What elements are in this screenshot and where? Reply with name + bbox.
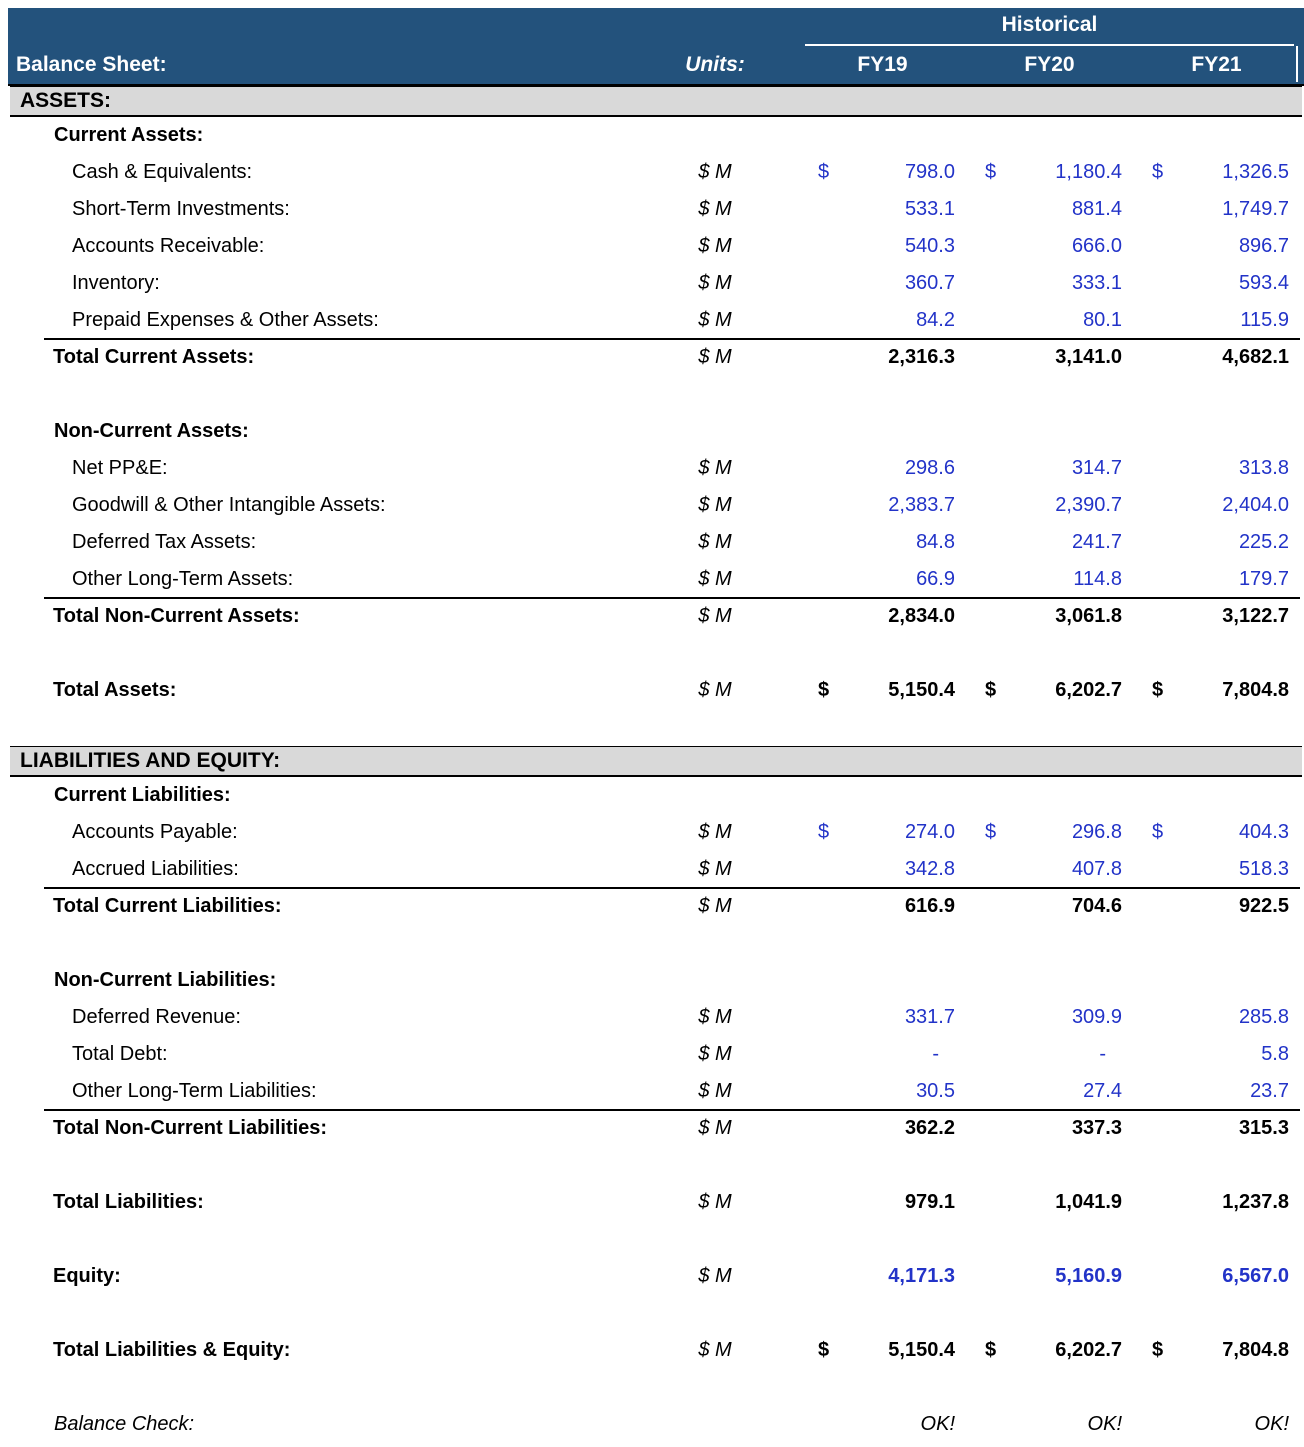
row-label[interactable]: Other Long-Term Assets: — [72, 568, 294, 590]
value-cell[interactable] — [1139, 561, 1294, 598]
cell-value: 27.4 — [1083, 1080, 1122, 1102]
cell-value: 66.9 — [916, 568, 955, 590]
row-label[interactable]: Total Current Assets: — [53, 346, 255, 368]
value-cell[interactable] — [972, 999, 1127, 1036]
dollar-sign: $ — [818, 161, 830, 183]
cell-value: 30.5 — [916, 1080, 955, 1102]
cell-value: 298.6 — [904, 457, 955, 479]
spacer-row — [8, 925, 1304, 962]
cell-value: 114.8 — [1073, 568, 1122, 590]
section-title[interactable]: LIABILITIES AND EQUITY: — [20, 749, 281, 772]
table-row — [8, 598, 1304, 635]
units-cell[interactable]: $ M — [698, 1006, 732, 1028]
value-cell[interactable] — [1139, 1258, 1294, 1295]
row-label[interactable]: Short-Term Investments: — [72, 198, 290, 220]
value-cell[interactable] — [805, 265, 960, 302]
cell-value: 7,804.8 — [1222, 679, 1289, 701]
cell-value: 2,404.0 — [1222, 494, 1289, 516]
value-cell[interactable] — [972, 339, 1127, 376]
cell-value: 518.3 — [1238, 858, 1289, 880]
value-cell[interactable] — [1139, 302, 1294, 339]
row-label[interactable]: Total Debt: — [72, 1043, 168, 1065]
value-cell[interactable] — [1139, 999, 1294, 1036]
cell-value: 84.8 — [916, 531, 955, 553]
units-cell[interactable]: $ M — [698, 679, 732, 701]
cell-value: 115.9 — [1240, 309, 1289, 331]
cell-value: 2,316.3 — [888, 346, 955, 368]
row-label[interactable]: Non-Current Assets: — [54, 420, 249, 442]
spacer-row — [8, 635, 1304, 672]
cell-value: 1,180.4 — [1055, 161, 1122, 183]
cell-value: 2,390.7 — [1055, 494, 1122, 516]
value-cell[interactable] — [972, 228, 1127, 265]
dollar-sign: $ — [818, 679, 830, 701]
cell-value: 2,383.7 — [888, 494, 955, 516]
cell-value: OK! — [1254, 1413, 1289, 1435]
units-cell[interactable]: $ M — [698, 858, 732, 880]
value-cell[interactable] — [805, 1110, 960, 1147]
table-row — [8, 1073, 1304, 1110]
units-cell[interactable]: $ M — [698, 1339, 732, 1361]
table-header — [8, 8, 1304, 86]
value-cell[interactable] — [972, 1110, 1127, 1147]
value-cell[interactable] — [1139, 851, 1294, 888]
value-cell[interactable] — [805, 191, 960, 228]
value-cell[interactable] — [805, 814, 960, 851]
value-cell[interactable] — [1139, 1332, 1294, 1369]
value-cell[interactable] — [1139, 1406, 1294, 1443]
table-row — [8, 450, 1304, 487]
cell-value: 704.6 — [1071, 895, 1122, 917]
row-label[interactable]: Prepaid Expenses & Other Assets: — [72, 309, 379, 331]
value-cell[interactable] — [1139, 672, 1294, 709]
cell-value: 666.0 — [1071, 235, 1122, 257]
spacer-row — [8, 376, 1304, 413]
table-row — [8, 777, 1304, 814]
value-cell[interactable] — [805, 598, 960, 635]
cell-value: 342.8 — [904, 858, 955, 880]
value-cell[interactable] — [972, 524, 1127, 561]
cell-value: OK! — [1087, 1413, 1122, 1435]
cell-value: 3,061.8 — [1055, 605, 1122, 627]
value-cell[interactable] — [972, 598, 1127, 635]
table-row — [8, 487, 1304, 524]
table-row — [8, 117, 1304, 154]
units-cell[interactable]: $ M — [698, 457, 732, 479]
dollar-sign: $ — [1152, 161, 1164, 183]
value-cell[interactable] — [1139, 450, 1294, 487]
units-cell[interactable]: $ M — [698, 1117, 732, 1139]
cell-value: 881.4 — [1071, 198, 1122, 220]
dollar-sign: $ — [818, 821, 830, 843]
value-cell[interactable] — [972, 1073, 1127, 1110]
cell-value: OK! — [920, 1413, 955, 1435]
value-cell[interactable] — [1139, 888, 1294, 925]
cell-value: 404.3 — [1238, 821, 1289, 843]
value-cell[interactable] — [972, 1036, 1127, 1073]
column-header-fy20[interactable]: FY20 — [1024, 53, 1075, 76]
value-cell[interactable] — [1139, 524, 1294, 561]
cell-value: 540.3 — [904, 235, 955, 257]
units-cell[interactable]: $ M — [698, 272, 732, 294]
dollar-sign: $ — [985, 679, 997, 701]
table-row — [8, 1036, 1304, 1073]
cell-value: 3,122.7 — [1222, 605, 1289, 627]
cell-value: 1,749.7 — [1222, 198, 1289, 220]
dollar-sign: $ — [985, 1339, 997, 1361]
value-cell[interactable] — [972, 265, 1127, 302]
units-cell[interactable]: $ M — [698, 1043, 732, 1065]
dollar-sign: $ — [818, 1339, 830, 1361]
value-cell[interactable] — [1139, 598, 1294, 635]
units-cell[interactable]: $ M — [698, 568, 732, 590]
cell-value: 309.9 — [1071, 1006, 1122, 1028]
section-title[interactable]: ASSETS: — [20, 89, 112, 112]
historical-group-row — [8, 8, 1304, 46]
dollar-sign: $ — [985, 821, 997, 843]
value-cell[interactable] — [805, 154, 960, 191]
cell-value: 80.1 — [1083, 309, 1122, 331]
cell-value: 533.1 — [904, 198, 955, 220]
cell-value: 593.4 — [1238, 272, 1289, 294]
row-label[interactable]: Accounts Receivable: — [72, 235, 265, 257]
dollar-sign: $ — [985, 161, 997, 183]
table-row — [8, 1406, 1304, 1443]
cell-value: 315.3 — [1238, 1117, 1289, 1139]
value-cell[interactable] — [1139, 487, 1294, 524]
dollar-sign: $ — [1152, 679, 1164, 701]
units-cell[interactable]: $ M — [698, 1191, 732, 1213]
value-cell[interactable] — [1139, 228, 1294, 265]
value-cell[interactable] — [805, 851, 960, 888]
row-label[interactable]: Net PP&E: — [72, 457, 168, 479]
cell-value: 360.7 — [904, 272, 955, 294]
value-cell[interactable] — [805, 1073, 960, 1110]
units-column-header[interactable]: Units: — [685, 53, 745, 76]
cell-value: 2,834.0 — [888, 605, 955, 627]
spacer-row — [8, 1369, 1304, 1406]
value-cell[interactable] — [1139, 1036, 1294, 1073]
table-row — [8, 1110, 1304, 1147]
table-row — [8, 1184, 1304, 1221]
cell-value: 1,237.8 — [1222, 1191, 1289, 1213]
cell-value: 362.2 — [904, 1117, 955, 1139]
value-cell[interactable] — [1139, 191, 1294, 228]
cell-value: 314.7 — [1071, 457, 1122, 479]
table-row — [8, 265, 1304, 302]
cell-value: 5,150.4 — [888, 1339, 955, 1361]
table-row — [8, 962, 1304, 999]
table-row — [8, 154, 1304, 191]
table-row — [8, 851, 1304, 888]
value-cell[interactable] — [805, 1332, 960, 1369]
value-cell[interactable] — [972, 1332, 1127, 1369]
cell-value: 337.3 — [1071, 1117, 1122, 1139]
table-row — [8, 561, 1304, 598]
cell-value: 3,141.0 — [1055, 346, 1122, 368]
units-cell[interactable]: $ M — [698, 531, 732, 553]
value-cell[interactable] — [1139, 1184, 1294, 1221]
cell-value: 896.7 — [1238, 235, 1289, 257]
value-cell[interactable] — [805, 487, 960, 524]
table-row — [8, 999, 1304, 1036]
cell-value: 979.1 — [904, 1191, 955, 1213]
cell-value: 274.0 — [904, 821, 955, 843]
value-cell[interactable] — [805, 228, 960, 265]
cell-value: 922.5 — [1238, 895, 1289, 917]
row-label[interactable]: Accrued Liabilities: — [72, 858, 239, 880]
value-cell[interactable] — [805, 1406, 960, 1443]
section-band — [10, 746, 1302, 777]
row-label[interactable]: Balance Check: — [54, 1413, 195, 1435]
row-label[interactable]: Equity: — [53, 1265, 121, 1287]
row-label[interactable]: Deferred Revenue: — [72, 1006, 241, 1028]
value-cell[interactable] — [972, 487, 1127, 524]
cell-value: 225.2 — [1238, 531, 1289, 553]
historical-group-header[interactable]: Historical — [805, 8, 1294, 46]
units-cell[interactable]: $ M — [698, 1080, 732, 1102]
row-label[interactable]: Non-Current Liabilities: — [54, 969, 277, 991]
value-cell[interactable] — [1139, 265, 1294, 302]
row-label[interactable]: Current Liabilities: — [54, 784, 231, 806]
row-label[interactable]: Accounts Payable: — [72, 821, 238, 843]
cell-value: 331.7 — [904, 1006, 955, 1028]
table-row — [8, 191, 1304, 228]
spacer-row — [8, 1147, 1304, 1184]
value-cell[interactable] — [805, 1184, 960, 1221]
dollar-sign: $ — [1152, 821, 1164, 843]
row-label[interactable]: Total Liabilities: — [53, 1191, 204, 1213]
cell-value: 179.7 — [1238, 568, 1289, 590]
table-row — [8, 672, 1304, 709]
value-cell[interactable] — [805, 1258, 960, 1295]
value-cell[interactable] — [805, 302, 960, 339]
cell-value: - — [1099, 1043, 1106, 1065]
value-cell[interactable] — [805, 672, 960, 709]
value-cell[interactable] — [972, 561, 1127, 598]
spacer-row — [8, 1221, 1304, 1258]
cell-value: 4,682.1 — [1222, 346, 1289, 368]
value-cell[interactable] — [805, 450, 960, 487]
row-label[interactable]: Current Assets: — [54, 124, 204, 146]
units-cell[interactable]: $ M — [698, 161, 732, 183]
value-cell[interactable] — [1139, 814, 1294, 851]
row-label[interactable]: Total Assets: — [53, 679, 177, 701]
cell-value: 407.8 — [1071, 858, 1122, 880]
units-cell[interactable]: $ M — [698, 895, 732, 917]
table-row — [8, 1332, 1304, 1369]
table-row — [8, 413, 1304, 450]
value-cell[interactable] — [972, 672, 1127, 709]
row-label[interactable]: Cash & Equivalents: — [72, 161, 253, 183]
cell-value: 6,202.7 — [1055, 1339, 1122, 1361]
value-cell[interactable] — [972, 1258, 1127, 1295]
value-cell[interactable] — [1139, 154, 1294, 191]
units-cell[interactable]: $ M — [698, 235, 732, 257]
cell-value: - — [932, 1043, 939, 1065]
value-cell[interactable] — [1139, 1110, 1294, 1147]
value-cell[interactable] — [972, 851, 1127, 888]
table-row — [8, 339, 1304, 376]
row-label[interactable]: Deferred Tax Assets: — [72, 531, 257, 553]
column-header-fy19[interactable]: FY19 — [857, 53, 908, 76]
column-header-row — [8, 46, 1304, 84]
cell-value: 285.8 — [1238, 1006, 1289, 1028]
value-cell[interactable] — [805, 561, 960, 598]
value-cell[interactable] — [972, 191, 1127, 228]
cell-value: 23.7 — [1250, 1080, 1289, 1102]
cell-value: 241.7 — [1071, 531, 1122, 553]
cell-value: 4,171.3 — [888, 1265, 955, 1287]
units-cell[interactable]: $ M — [698, 494, 732, 516]
cell-value: 5,160.9 — [1055, 1265, 1122, 1287]
units-cell[interactable]: $ M — [698, 309, 732, 331]
cell-value: 5,150.4 — [888, 679, 955, 701]
table-row — [8, 228, 1304, 265]
column-header-fy21[interactable]: FY21 — [1191, 53, 1242, 76]
dollar-sign: $ — [1152, 1339, 1164, 1361]
value-cell[interactable] — [972, 814, 1127, 851]
cell-value: 6,567.0 — [1222, 1265, 1289, 1287]
value-cell[interactable] — [1139, 339, 1294, 376]
table-row — [8, 302, 1304, 339]
value-cell[interactable] — [972, 1406, 1127, 1443]
units-cell[interactable]: $ M — [698, 346, 732, 368]
cell-value: 616.9 — [904, 895, 955, 917]
cell-value: 5.8 — [1261, 1043, 1289, 1065]
cell-value: 798.0 — [904, 161, 955, 183]
row-label[interactable]: Goodwill & Other Intangible Assets: — [72, 494, 386, 516]
value-cell[interactable] — [972, 154, 1127, 191]
row-label[interactable]: Inventory: — [72, 272, 160, 294]
value-cell[interactable] — [972, 888, 1127, 925]
value-cell[interactable] — [805, 339, 960, 376]
value-cell[interactable] — [972, 1184, 1127, 1221]
table-row — [8, 888, 1304, 925]
table-row — [8, 814, 1304, 851]
value-cell[interactable] — [805, 999, 960, 1036]
row-label[interactable]: Total Non-Current Liabilities: — [53, 1117, 328, 1139]
value-cell[interactable] — [805, 888, 960, 925]
units-cell[interactable]: $ M — [698, 1265, 732, 1287]
units-cell[interactable]: $ M — [698, 821, 732, 843]
cell-value: 6,202.7 — [1055, 679, 1122, 701]
value-cell[interactable] — [1139, 1073, 1294, 1110]
units-cell[interactable]: $ M — [698, 198, 732, 220]
row-label[interactable]: Other Long-Term Liabilities: — [72, 1080, 317, 1102]
cell-value: 296.8 — [1071, 821, 1122, 843]
cell-value: 7,804.8 — [1222, 1339, 1289, 1361]
value-cell[interactable] — [805, 1036, 960, 1073]
table-row — [8, 1258, 1304, 1295]
balance-sheet-title[interactable]: Balance Sheet: — [16, 53, 167, 76]
table-row — [8, 524, 1304, 561]
cell-value: 1,326.5 — [1222, 161, 1289, 183]
value-cell[interactable] — [972, 450, 1127, 487]
cell-value: 333.1 — [1071, 272, 1122, 294]
units-cell[interactable]: $ M — [698, 605, 732, 627]
value-cell[interactable] — [972, 302, 1127, 339]
value-cell[interactable] — [805, 524, 960, 561]
cell-value: 1,041.9 — [1055, 1191, 1122, 1213]
spacer-row — [8, 709, 1304, 746]
row-label[interactable]: Total Non-Current Assets: — [53, 605, 300, 627]
section-band — [10, 86, 1302, 117]
column-separator-line — [1296, 46, 1298, 82]
sheet-body — [8, 86, 1304, 1443]
cell-value: 84.2 — [916, 309, 955, 331]
cell-value: 313.8 — [1238, 457, 1289, 479]
row-label[interactable]: Total Current Liabilities: — [53, 895, 282, 917]
spacer-row — [8, 1295, 1304, 1332]
row-label[interactable]: Total Liabilities & Equity: — [53, 1339, 291, 1361]
